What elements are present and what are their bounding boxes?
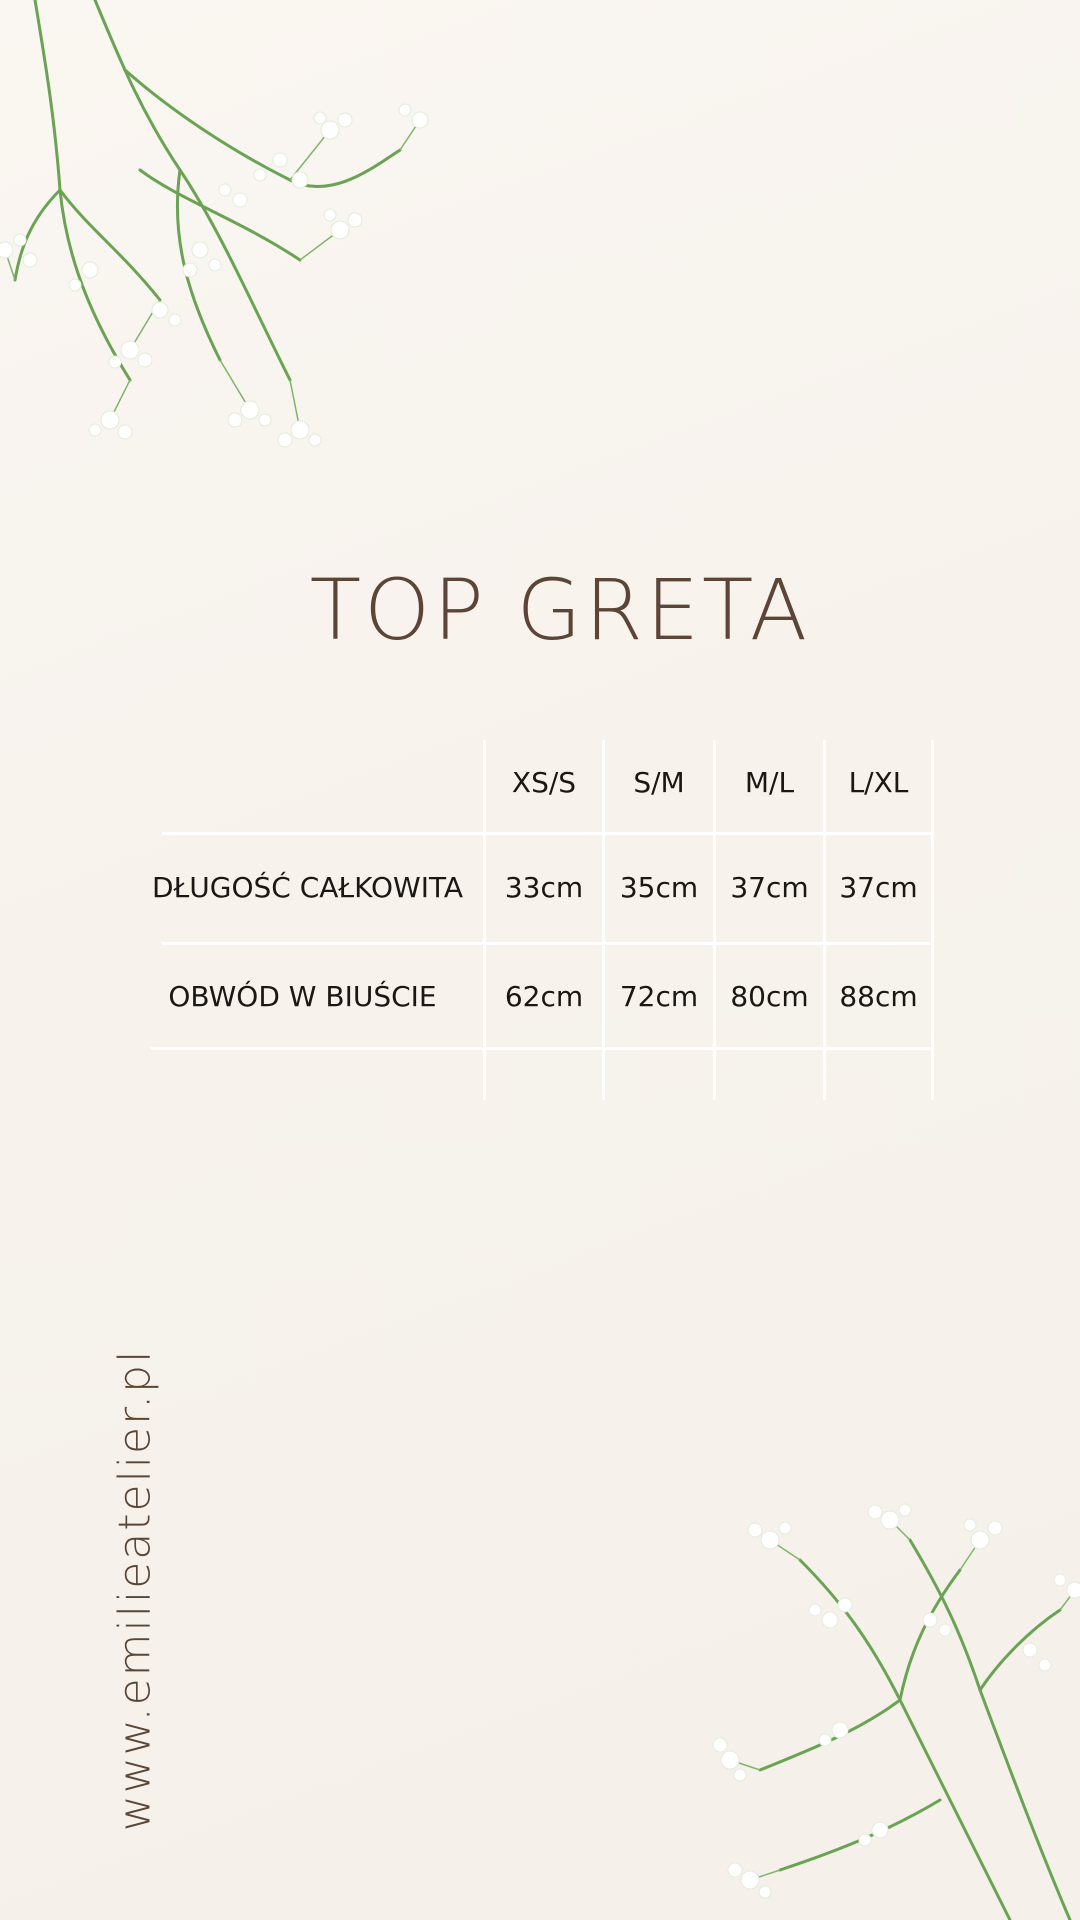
table-cell-value: 37cm (839, 871, 918, 904)
table-divider-vertical (931, 740, 934, 1100)
page-title: TOP GRETA (309, 561, 811, 659)
table-header-size: S/M (633, 766, 685, 799)
table-header-size: M/L (744, 766, 795, 799)
table-cell-value: 33cm (504, 871, 584, 904)
table-cell-value: 35cm (619, 871, 699, 904)
table-cell-value: 62cm (504, 980, 584, 1013)
table-cell-value: 72cm (619, 980, 699, 1013)
table-row-label: DŁUGOŚĆ CAŁKOWITA (151, 871, 464, 904)
table-cell-value: 37cm (730, 871, 809, 904)
size-table (150, 740, 935, 1100)
table-header-size: L/XL (848, 766, 909, 799)
table-divider-horizontal (162, 942, 934, 945)
flower-branch-decoration-top-left (0, 0, 440, 460)
flower-branch-decoration-bottom-right (680, 1500, 1080, 1920)
table-divider-horizontal (150, 1047, 934, 1050)
table-cell-value: 80cm (730, 980, 809, 1013)
table-cell-value: 88cm (839, 980, 918, 1013)
table-divider-horizontal (162, 832, 934, 835)
website-url[interactable]: www.emilieatelier.pl (109, 1348, 161, 1832)
table-row-label: OBWÓD W BIUŚCIE (168, 980, 437, 1013)
table-header-size: XS/S (511, 766, 577, 799)
